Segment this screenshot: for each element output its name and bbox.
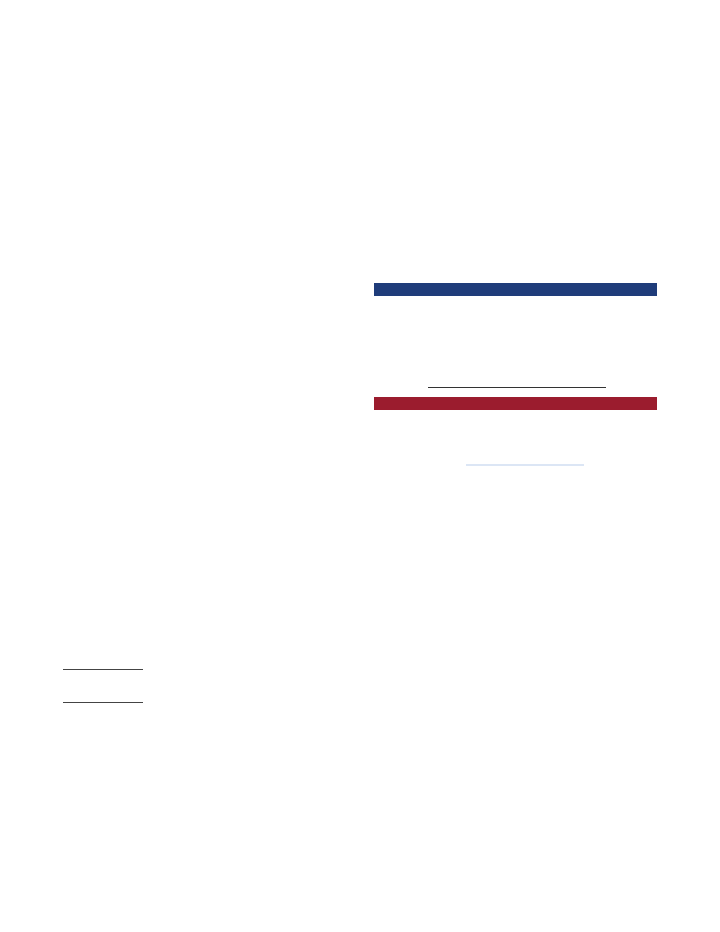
keywords-section <box>63 589 346 594</box>
permission-rule <box>63 702 143 703</box>
traditional-diagram <box>374 317 657 387</box>
proposed-banner <box>374 397 657 410</box>
permission-block <box>63 706 346 718</box>
abstract-section <box>63 250 346 254</box>
loop-line <box>428 387 606 388</box>
figure-1 <box>374 283 657 493</box>
intro-heading-wrap <box>374 250 657 254</box>
proposed-diagram <box>374 423 657 493</box>
speedup-label <box>466 464 584 466</box>
traditional-banner <box>374 283 657 296</box>
arxiv-stamp <box>14 255 50 675</box>
footnote-rule <box>63 669 143 670</box>
